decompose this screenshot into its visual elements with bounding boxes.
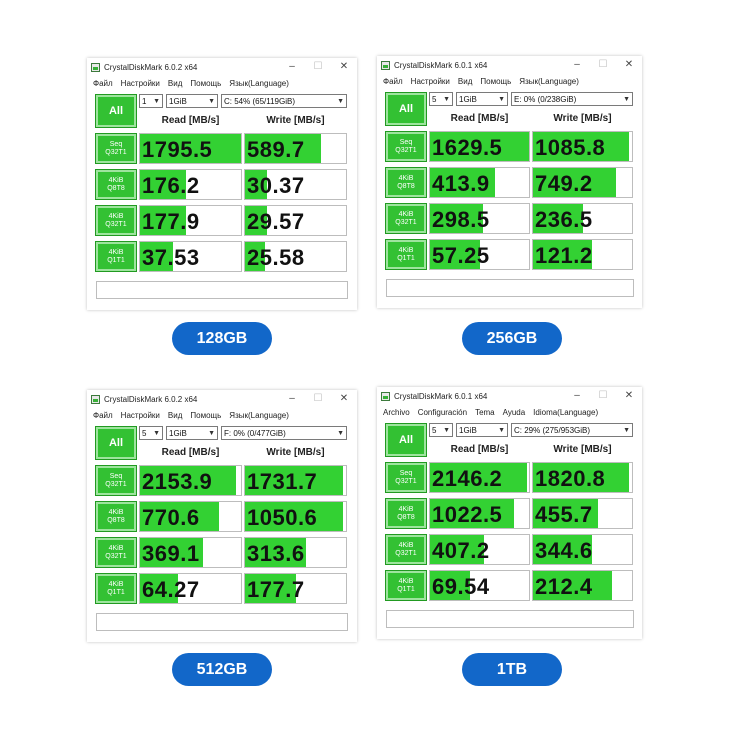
write-result	[244, 501, 347, 532]
write-value: 1050.6	[247, 505, 318, 530]
read-result	[139, 465, 242, 496]
drive-value: C: 54% (65/119GiB)	[224, 96, 295, 106]
read-result	[429, 203, 530, 234]
chevron-down-icon: ▼	[337, 97, 344, 105]
test-label-bottom: Q32T1	[105, 552, 127, 560]
test-button-4k-q8t8[interactable]	[385, 498, 427, 529]
menu-settings[interactable]: Configuración	[417, 407, 468, 417]
read-result	[139, 537, 242, 568]
maximize-icon[interactable]: ☐	[313, 393, 323, 404]
read-value: 369.1	[142, 541, 200, 566]
write-value: 1820.8	[535, 466, 606, 491]
test-label-bottom: Q32T1	[105, 220, 127, 228]
read-value: 2153.9	[142, 469, 213, 494]
menu-settings[interactable]: Настройки	[120, 78, 160, 88]
write-value: 344.6	[535, 538, 593, 563]
menu-language[interactable]: Idioma(Language)	[533, 407, 599, 417]
test-count-value: 5	[432, 425, 437, 435]
test-label-top: Seq	[399, 469, 413, 477]
test-size-select[interactable]	[456, 423, 508, 437]
test-label-bottom: Q32T1	[395, 477, 417, 485]
read-result	[139, 133, 242, 164]
menu-language[interactable]: Язык(Language)	[519, 76, 579, 86]
test-label-top: Seq	[109, 140, 123, 148]
test-label-top: 4KiB	[108, 544, 124, 552]
minimize-icon[interactable]: –	[574, 59, 580, 70]
chevron-down-icon: ▼	[623, 426, 630, 434]
minimize-icon[interactable]: –	[574, 390, 580, 401]
minimize-icon[interactable]: –	[289, 61, 295, 72]
write-value: 1731.7	[247, 469, 318, 494]
write-value: 313.6	[247, 541, 305, 566]
write-result	[532, 462, 633, 493]
test-size-value: 1GiB	[459, 94, 477, 104]
write-value: 589.7	[247, 137, 305, 162]
menu-file[interactable]: Файл	[93, 410, 113, 420]
test-button-4k-q1t1[interactable]	[385, 239, 427, 270]
chevron-down-icon: ▼	[208, 97, 215, 105]
test-label-top: 4KiB	[108, 248, 124, 256]
menu-file[interactable]: Файл	[383, 76, 403, 86]
test-label-bottom: Q8T8	[397, 513, 415, 521]
read-value: 407.2	[432, 538, 490, 563]
test-label-top: 4KiB	[398, 174, 414, 182]
title-bar	[87, 390, 357, 408]
read-value: 64.27	[142, 577, 200, 602]
read-result	[139, 501, 242, 532]
read-result	[429, 534, 530, 565]
test-label-top: 4KiB	[398, 210, 414, 218]
title-bar	[87, 58, 357, 76]
write-value: 29.57	[247, 209, 305, 234]
read-value: 298.5	[432, 207, 490, 232]
write-result	[244, 465, 347, 496]
test-button-4k-q8t8[interactable]	[95, 501, 137, 532]
read-result	[429, 570, 530, 601]
test-button-4k-q1t1[interactable]	[385, 570, 427, 601]
benchmark-panel-4	[377, 387, 642, 639]
menu-settings[interactable]: Настройки	[410, 76, 450, 86]
test-count-value: 1	[142, 96, 147, 106]
menu-help[interactable]: Ayuda	[502, 407, 526, 417]
chevron-down-icon: ▼	[623, 95, 630, 103]
test-count-select[interactable]	[139, 94, 163, 108]
test-size-select[interactable]	[166, 426, 218, 440]
write-result	[244, 537, 347, 568]
test-button-4k-q32t1[interactable]	[95, 205, 137, 236]
comment-field[interactable]	[96, 613, 348, 631]
read-result	[429, 131, 530, 162]
menu-help[interactable]: Помощь	[480, 76, 512, 86]
write-value: 121.2	[535, 243, 593, 268]
maximize-icon[interactable]: ☐	[598, 59, 608, 70]
crystaldiskmark-window	[87, 390, 357, 642]
write-result	[532, 498, 633, 529]
read-value: 57.25	[432, 243, 490, 268]
chevron-down-icon: ▼	[498, 426, 505, 434]
read-value: 770.6	[142, 505, 200, 530]
chevron-down-icon: ▼	[498, 95, 505, 103]
read-value: 177.9	[142, 209, 200, 234]
test-label-top: 4KiB	[108, 580, 124, 588]
close-icon[interactable]: ✕	[339, 393, 349, 404]
write-value: 212.4	[535, 574, 593, 599]
title-bar	[377, 56, 642, 74]
test-label-bottom: Q32T1	[395, 146, 417, 154]
all-button[interactable]: All	[95, 426, 137, 460]
read-header: Read [MB/s]	[450, 444, 509, 455]
window-title: CrystalDiskMark 6.0.2 x64	[104, 62, 198, 72]
test-button-4k-q32t1[interactable]	[385, 203, 427, 234]
menu-view[interactable]: Вид	[167, 78, 183, 88]
write-result	[532, 131, 633, 162]
menu-help[interactable]: Помощь	[190, 78, 222, 88]
test-size-value: 1GiB	[169, 96, 187, 106]
chevron-down-icon: ▼	[153, 429, 160, 437]
menu-file[interactable]: Archivo	[383, 407, 410, 417]
chevron-down-icon: ▼	[153, 97, 160, 105]
close-icon[interactable]: ✕	[624, 59, 634, 70]
test-label-top: 4KiB	[398, 246, 414, 254]
menu-view[interactable]: Вид	[167, 410, 183, 420]
window-title: CrystalDiskMark 6.0.1 x64	[394, 60, 488, 70]
capacity-label: 1TB	[462, 653, 562, 686]
test-label-bottom: Q1T1	[397, 585, 415, 593]
test-count-value: 5	[432, 94, 437, 104]
write-result	[244, 133, 347, 164]
test-button-4k-q1t1[interactable]	[95, 241, 137, 272]
write-value: 25.58	[247, 245, 305, 270]
write-value: 30.37	[247, 173, 305, 198]
all-button[interactable]: All	[385, 423, 427, 457]
write-result	[532, 570, 633, 601]
write-value: 455.7	[535, 502, 593, 527]
read-value: 69.54	[432, 574, 490, 599]
read-header: Read [MB/s]	[161, 115, 220, 126]
test-label-top: Seq	[109, 472, 123, 480]
menu-settings[interactable]: Настройки	[120, 410, 160, 420]
test-size-value: 1GiB	[169, 428, 187, 438]
chevron-down-icon: ▼	[443, 95, 450, 103]
write-value: 749.2	[535, 171, 593, 196]
drive-value: C: 29% (275/953GiB)	[514, 425, 591, 435]
write-header: Write [MB/s]	[266, 447, 325, 458]
test-label-bottom: Q8T8	[107, 516, 125, 524]
crystaldiskmark-window	[377, 56, 642, 308]
app-icon	[381, 392, 390, 401]
read-value: 2146.2	[432, 466, 503, 491]
test-button-4k-q8t8[interactable]	[385, 167, 427, 198]
write-header: Write [MB/s]	[266, 115, 325, 126]
read-result	[139, 573, 242, 604]
write-header: Write [MB/s]	[553, 113, 612, 124]
test-label-top: 4KiB	[398, 505, 414, 513]
minimize-icon[interactable]: –	[289, 393, 295, 404]
test-label-bottom: Q8T8	[397, 182, 415, 190]
write-result	[532, 534, 633, 565]
test-label-bottom: Q32T1	[105, 148, 127, 156]
test-label-top: 4KiB	[108, 176, 124, 184]
test-label-bottom: Q1T1	[397, 254, 415, 262]
test-label-bottom: Q32T1	[395, 549, 417, 557]
benchmark-panel-3	[87, 390, 357, 642]
all-button[interactable]: All	[385, 92, 427, 126]
test-label-bottom: Q8T8	[107, 184, 125, 192]
write-result	[244, 241, 347, 272]
read-value: 1022.5	[432, 502, 503, 527]
write-header: Write [MB/s]	[553, 444, 612, 455]
app-icon	[91, 395, 100, 404]
test-count-select[interactable]	[139, 426, 163, 440]
test-button-4k-q32t1[interactable]	[385, 534, 427, 565]
read-result	[429, 239, 530, 270]
all-button[interactable]: All	[95, 94, 137, 128]
write-value: 236.5	[535, 207, 593, 232]
capacity-label: 512GB	[172, 653, 272, 686]
benchmark-panel-2	[377, 56, 642, 308]
test-size-value: 1GiB	[459, 425, 477, 435]
drive-select[interactable]	[511, 423, 633, 437]
drive-select[interactable]	[511, 92, 633, 106]
menu-bar	[377, 74, 642, 88]
menu-bar	[87, 76, 357, 90]
read-header: Read [MB/s]	[450, 113, 509, 124]
test-size-select[interactable]	[166, 94, 218, 108]
drive-value: F: 0% (0/477GiB)	[224, 428, 286, 438]
drive-value: E: 0% (0/238GiB)	[514, 94, 577, 104]
window-title: CrystalDiskMark 6.0.1 x64	[394, 391, 488, 401]
write-value: 1085.8	[535, 135, 606, 160]
menu-view[interactable]: Вид	[457, 76, 473, 86]
test-count-select[interactable]	[429, 423, 453, 437]
test-button-4k-q8t8[interactable]	[95, 169, 137, 200]
chevron-down-icon: ▼	[337, 429, 344, 437]
drive-select[interactable]	[221, 94, 347, 108]
menu-bar	[87, 408, 357, 422]
maximize-icon[interactable]: ☐	[313, 61, 323, 72]
test-button-seq-q32t1[interactable]	[95, 133, 137, 164]
read-value: 1795.5	[142, 137, 213, 162]
read-value: 413.9	[432, 171, 490, 196]
app-icon	[381, 61, 390, 70]
write-value: 177.7	[247, 577, 305, 602]
read-result	[429, 462, 530, 493]
title-bar	[377, 387, 642, 405]
read-value: 1629.5	[432, 135, 503, 160]
menu-language[interactable]: Язык(Language)	[229, 410, 289, 420]
write-result	[244, 169, 347, 200]
app-icon	[91, 63, 100, 72]
read-result	[139, 241, 242, 272]
test-label-top: 4KiB	[398, 577, 414, 585]
capacity-label: 256GB	[462, 322, 562, 355]
chevron-down-icon: ▼	[443, 426, 450, 434]
capacity-label: 128GB	[172, 322, 272, 355]
read-value: 37.53	[142, 245, 200, 270]
write-result	[532, 167, 633, 198]
window-title: CrystalDiskMark 6.0.2 x64	[104, 394, 198, 404]
read-result	[139, 169, 242, 200]
maximize-icon[interactable]: ☐	[598, 390, 608, 401]
crystaldiskmark-window	[87, 58, 357, 310]
read-header: Read [MB/s]	[161, 447, 220, 458]
read-result	[139, 205, 242, 236]
test-button-seq-q32t1[interactable]	[95, 465, 137, 496]
test-label-bottom: Q1T1	[107, 256, 125, 264]
test-label-top: Seq	[399, 138, 413, 146]
menu-file[interactable]: Файл	[93, 78, 113, 88]
menu-theme[interactable]: Tema	[475, 407, 495, 417]
chevron-down-icon: ▼	[208, 429, 215, 437]
menu-help[interactable]: Помощь	[190, 410, 222, 420]
test-count-select[interactable]	[429, 92, 453, 106]
comment-field[interactable]	[386, 610, 634, 628]
read-result	[429, 498, 530, 529]
test-button-4k-q1t1[interactable]	[95, 573, 137, 604]
test-label-bottom: Q32T1	[105, 480, 127, 488]
test-label-top: 4KiB	[108, 212, 124, 220]
test-button-seq-q32t1[interactable]	[385, 131, 427, 162]
read-value: 176.2	[142, 173, 200, 198]
read-result	[429, 167, 530, 198]
benchmark-panel-1	[87, 58, 357, 310]
menu-bar	[377, 405, 642, 419]
comment-field[interactable]	[386, 279, 634, 297]
write-result	[532, 239, 633, 270]
test-label-top: 4KiB	[108, 508, 124, 516]
test-button-4k-q32t1[interactable]	[95, 537, 137, 568]
test-label-bottom: Q32T1	[395, 218, 417, 226]
drive-select[interactable]	[221, 426, 347, 440]
test-label-top: 4KiB	[398, 541, 414, 549]
test-size-select[interactable]	[456, 92, 508, 106]
test-button-seq-q32t1[interactable]	[385, 462, 427, 493]
comment-field[interactable]	[96, 281, 348, 299]
close-icon[interactable]: ✕	[624, 390, 634, 401]
crystaldiskmark-window	[377, 387, 642, 639]
write-result	[244, 205, 347, 236]
menu-language[interactable]: Язык(Language)	[229, 78, 289, 88]
test-count-value: 5	[142, 428, 147, 438]
test-label-bottom: Q1T1	[107, 588, 125, 596]
write-result	[532, 203, 633, 234]
close-icon[interactable]: ✕	[339, 61, 349, 72]
write-result	[244, 573, 347, 604]
